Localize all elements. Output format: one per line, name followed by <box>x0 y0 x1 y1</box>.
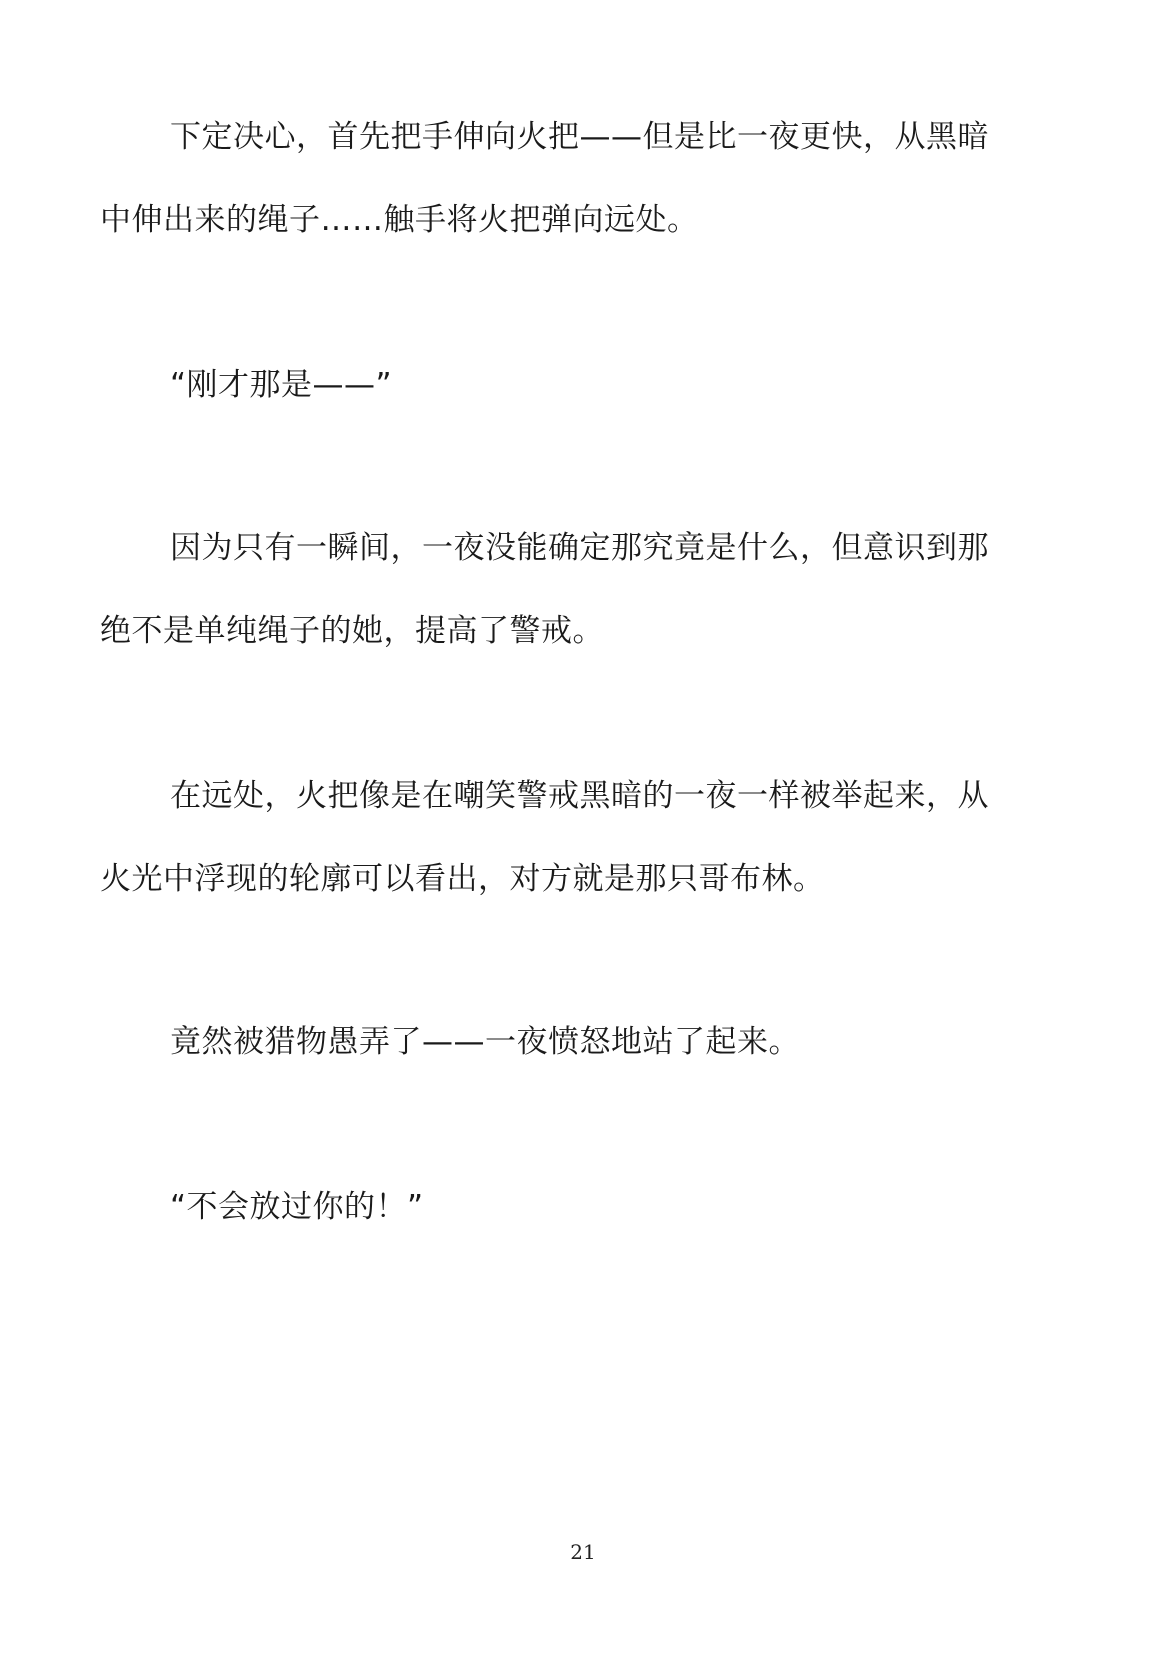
paragraph-5-line-1: 竟然被猎物愚弄了——一夜愤怒地站了起来。 <box>170 1024 800 1060</box>
paragraph-6-line-1: “不会放过你的！” <box>170 1189 424 1225</box>
paragraph-3-line-1: 因为只有一瞬间，一夜没能确定那究竟是什么，但意识到那 <box>170 530 989 566</box>
page-number: 21 <box>570 1540 596 1564</box>
paragraph-1-line-2: 中伸出来的绳子……触手将火把弹向远处。 <box>100 202 699 238</box>
paragraph-1-line-1: 下定决心，首先把手伸向火把——但是比一夜更快，从黑暗 <box>170 119 989 155</box>
paragraph-4-line-2: 火光中浮现的轮廓可以看出，对方就是那只哥布林。 <box>100 861 825 897</box>
paragraph-3-line-2: 绝不是单纯绳子的她，提高了警戒。 <box>100 613 604 649</box>
paragraph-2-line-1: “刚才那是——” <box>170 367 393 403</box>
paragraph-4-line-1: 在远处，火把像是在嘲笑警戒黑暗的一夜一样被举起来，从 <box>170 778 989 814</box>
